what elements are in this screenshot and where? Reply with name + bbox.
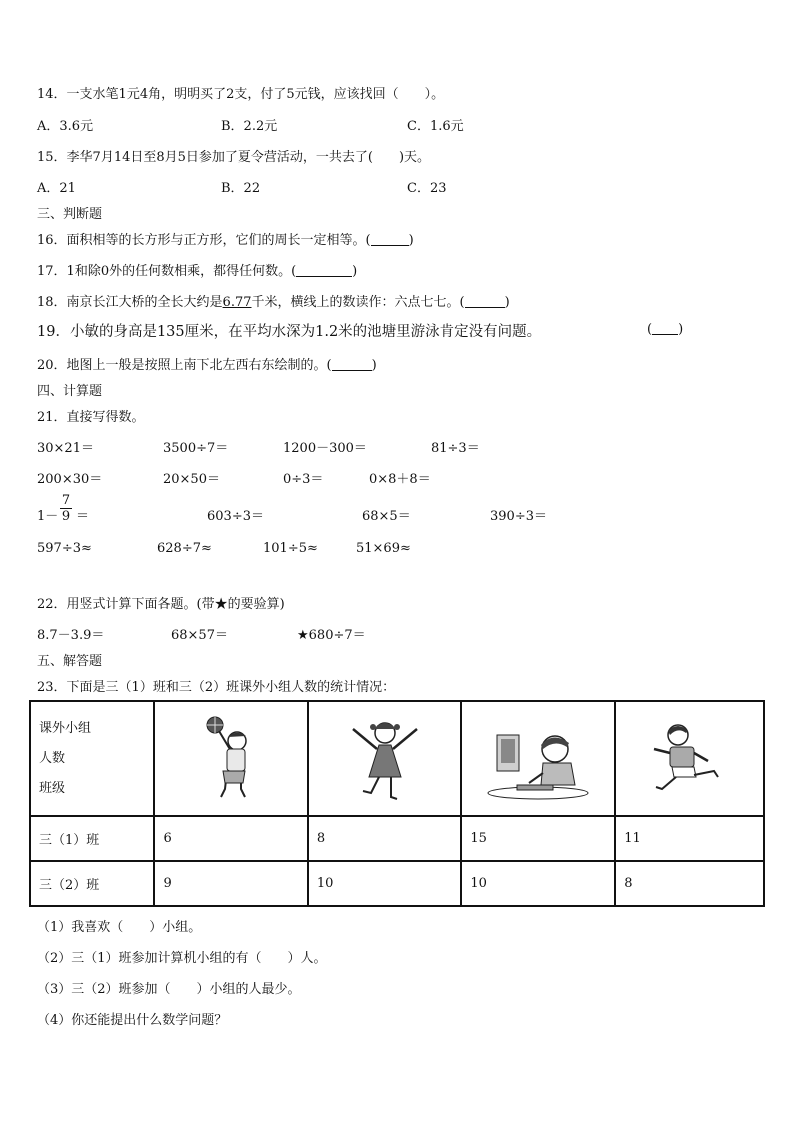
- activity-group-table: [29, 700, 765, 907]
- calc-item: 68×5＝: [362, 509, 411, 524]
- q23-sub-3: （3）三（2）班参加（ ）小组的人最少。: [37, 982, 301, 997]
- q18: [37, 291, 510, 310]
- table-header-row: [30, 701, 764, 816]
- q15-option-c: C．23: [407, 181, 447, 196]
- q15-option-a: A．21: [37, 181, 76, 196]
- q23-text: 23．下面是三（1）班和三（2）班课外小组人数的统计情况：: [37, 680, 396, 695]
- calc-item: 1200－300＝: [283, 441, 367, 456]
- table-corner-header: [30, 701, 154, 816]
- table-cell: 15: [461, 816, 615, 861]
- q19-bracket-open: (: [647, 322, 653, 337]
- fraction-equals: ＝: [76, 509, 90, 524]
- computer-kid-icon: [483, 711, 593, 807]
- fraction-lead: 1－: [37, 509, 59, 524]
- calc-item: 30×21＝: [37, 441, 94, 456]
- q20: [37, 354, 377, 373]
- q16-text: 16．面积相等的长方形与正方形，它们的周长一定相等。(: [37, 233, 371, 248]
- q22-text: 22．用竖式计算下面各题。(带★的要验算): [37, 597, 285, 612]
- q19-answer-blank[interactable]: [652, 322, 678, 335]
- q17-tail: ): [352, 264, 358, 279]
- q17: [37, 260, 357, 279]
- basketball-group-header: [154, 701, 307, 816]
- calc-item: 628÷7≈: [157, 541, 212, 556]
- dance-group-header: [308, 701, 462, 816]
- table-cell: 9: [154, 861, 307, 906]
- q18-pre: 18．南京长江大桥的全长大约是: [37, 295, 223, 310]
- calc-item: 0×8＋8＝: [369, 472, 431, 487]
- fraction-seven-ninths: [60, 493, 72, 524]
- q18-tail: ): [504, 295, 510, 310]
- calc-item: 101÷5≈: [263, 541, 318, 556]
- q14-option-a: A．3.6元: [37, 119, 94, 134]
- q18-answer-blank[interactable]: [465, 295, 505, 308]
- q20-answer-blank[interactable]: [332, 358, 372, 371]
- table-row: [30, 816, 764, 861]
- q14-option-b: B．2.2元: [221, 119, 278, 134]
- header-class-label: 班级: [39, 780, 66, 796]
- calc-item: 51×69≈: [356, 541, 411, 556]
- header-group-label: 课外小组: [39, 720, 92, 736]
- q23-sub-2: （2）三（1）班参加计算机小组的有（ ）人。: [37, 951, 327, 966]
- q19-bracket-close: ): [678, 322, 684, 337]
- table-cell: 8: [308, 816, 462, 861]
- calc-item: 81÷3＝: [431, 441, 480, 456]
- vertical-calc-item: ★680÷7＝: [297, 628, 366, 643]
- calc-item: 390÷3＝: [490, 509, 547, 524]
- q16: [37, 229, 414, 248]
- fraction-numerator: 7: [61, 493, 71, 508]
- running-group-header: [615, 701, 764, 816]
- calc-item: 603÷3＝: [207, 509, 264, 524]
- row-label-class-1: 三（1）班: [30, 816, 154, 861]
- q20-text: 20．地图上一般是按照上南下北左西右东绘制的。(: [37, 358, 332, 373]
- table-cell: 11: [615, 816, 764, 861]
- q14-text: 14．一支水笔1元4角，明明买了2支，付了5元钱，应该找回（ ）。: [37, 87, 445, 102]
- calc-item: 3500÷7＝: [163, 441, 229, 456]
- q16-answer-blank[interactable]: [371, 233, 409, 246]
- table-cell: 10: [461, 861, 615, 906]
- vertical-calc-item: 68×57＝: [171, 628, 228, 643]
- q15-text: 15．李华7月14日至8月5日参加了夏令营活动，一共去了( )天。: [37, 150, 431, 165]
- section-3-heading: 三、判断题: [37, 207, 103, 222]
- running-boy-icon: [640, 719, 740, 799]
- q18-underlined-number: 6.77: [222, 295, 252, 310]
- q14-option-c: C．1.6元: [407, 119, 464, 134]
- row-label-class-2: 三（2）班: [30, 861, 154, 906]
- calc-item: 200×30＝: [37, 472, 103, 487]
- basketball-kid-icon: [201, 711, 261, 807]
- computer-group-header: [461, 701, 615, 816]
- table-row: [30, 861, 764, 906]
- q17-text: 17．1和除0外的任何数相乘，都得任何数。(: [37, 264, 297, 279]
- q21-text: 21．直接写得数。: [37, 410, 145, 425]
- header-count-label: 人数: [39, 750, 66, 766]
- q23-sub-1: （1）我喜欢（ ）小组。: [37, 920, 202, 935]
- q18-post: 千米，横线上的数读作：六点七七。(: [251, 295, 465, 310]
- q16-tail: ): [408, 233, 414, 248]
- table-cell: 10: [308, 861, 462, 906]
- q17-answer-blank[interactable]: [296, 264, 352, 277]
- q19-bracket: [647, 322, 683, 337]
- section-5-heading: 五、解答题: [37, 654, 103, 669]
- section-4-heading: 四、计算题: [37, 384, 103, 399]
- q23-sub-4: （4）你还能提出什么数学问题？: [37, 1013, 228, 1028]
- dancing-girl-icon: [345, 711, 425, 807]
- calc-item: 20×50＝: [163, 472, 220, 487]
- q15-option-b: B．22: [221, 181, 261, 196]
- table-cell: 6: [154, 816, 307, 861]
- calc-item: 0÷3＝: [283, 472, 324, 487]
- q19-text: 19．小敏的身高是135厘米，在平均水深为1.2米的池塘里游泳肯定没有问题。: [37, 324, 542, 340]
- vertical-calc-item: 8.7－3.9＝: [37, 628, 105, 643]
- q20-tail: ): [371, 358, 377, 373]
- calc-item: 597÷3≈: [37, 541, 92, 556]
- fraction-denominator: 9: [61, 509, 71, 524]
- table-cell: 8: [615, 861, 764, 906]
